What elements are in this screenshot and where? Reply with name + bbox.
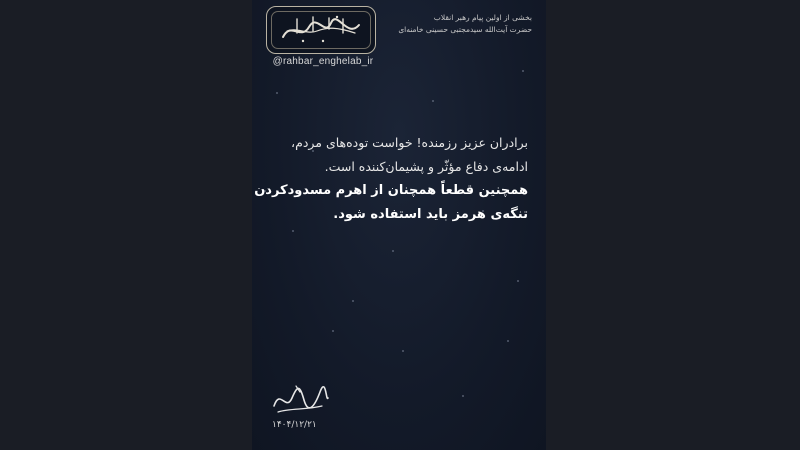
header-caption-line1: بخشی از اولین پیام رهبر انقلاب [433,13,532,22]
message-line3: همچنین قطعاً همچنان از اهرم مسدودکردن [254,183,528,198]
header-caption [382,12,532,36]
message-line4: تنگه‌ی هرمز باید استفاده شود. [333,207,528,222]
social-handle: @rahbar_enghelab_ir [272,56,374,67]
calligraphy-seal-icon [267,7,375,53]
calligraphy-logo [266,6,376,54]
signature-icon [270,378,330,418]
message-line2: ادامه‌ی دفاع مؤثّر و پشیمان‌کننده است. [324,159,528,174]
header-caption-line2: حضرت آیت‌الله سیدمجتبی حسینی خامنه‌ای [398,25,532,34]
message-text [254,131,528,227]
message-line1: برادران عزیز رزمنده! خواست توده‌های مردم، [291,135,528,150]
message-date: ۱۴۰۴/۱۲/۲۱ [272,420,317,430]
message-card [252,0,546,450]
